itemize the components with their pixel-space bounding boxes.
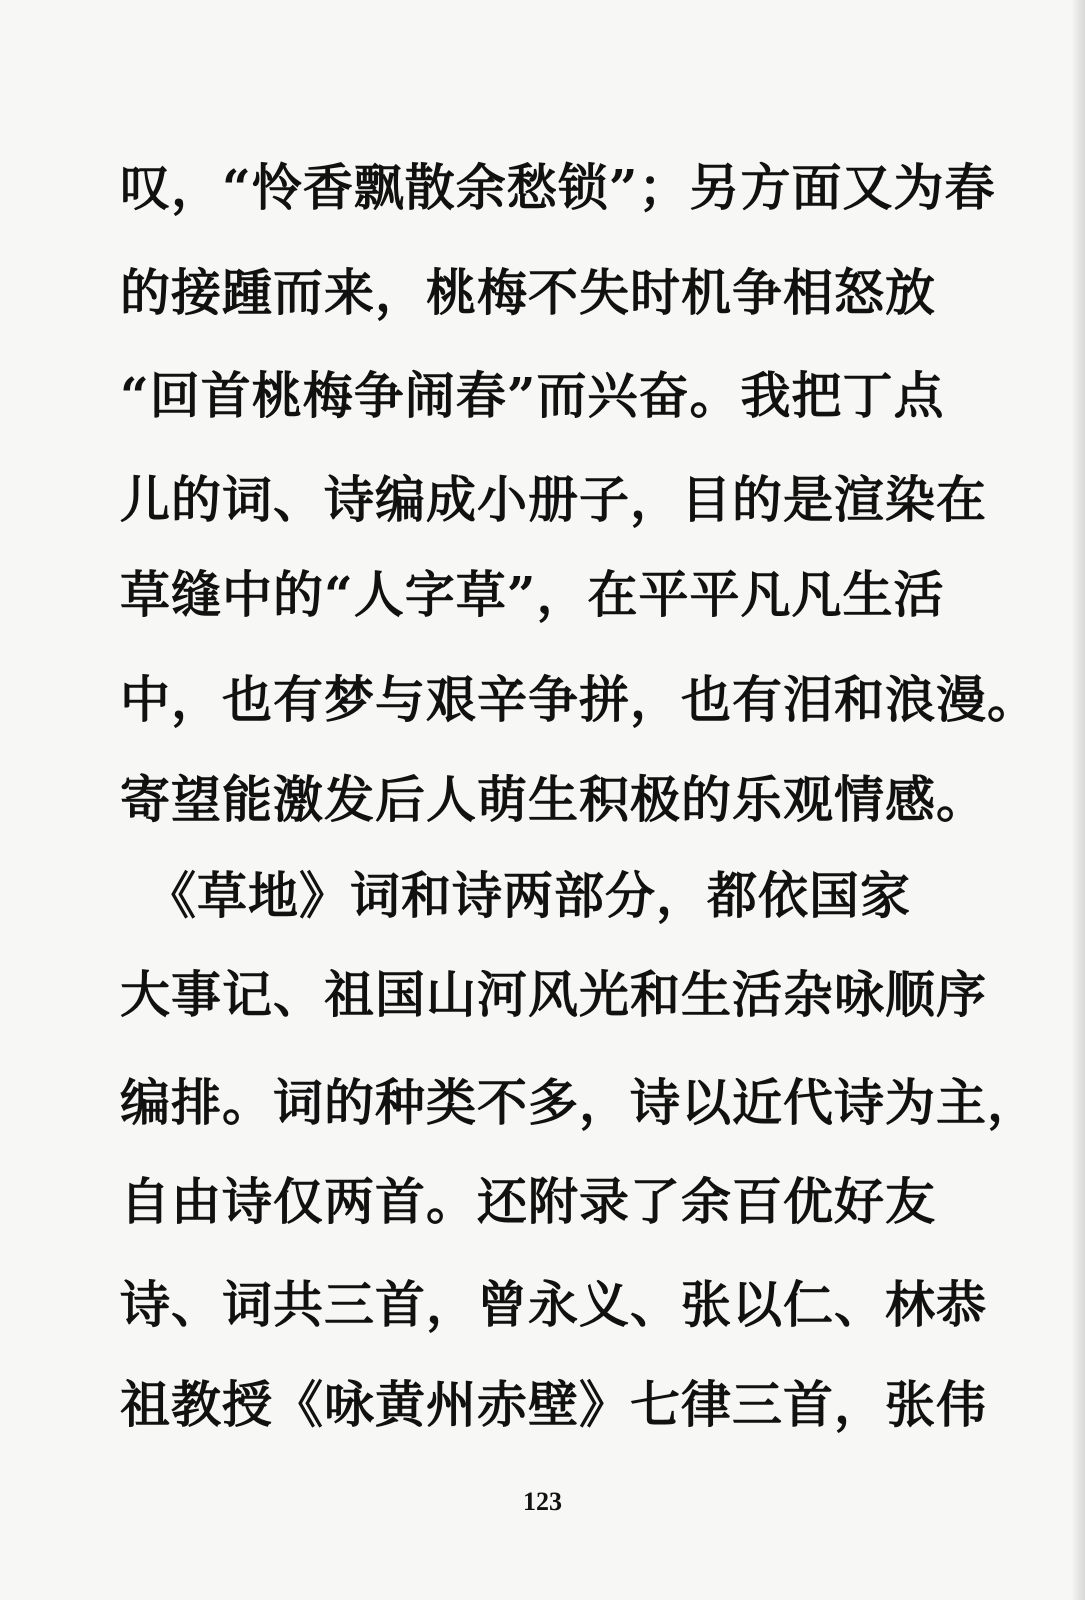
text-line: 诗、词共三首，曾永义、张以仁、林恭 bbox=[120, 1275, 987, 1334]
text-line: 自由诗仅两首。还附录了余百优好友 bbox=[120, 1172, 936, 1231]
text-line: 大事记、祖国山河风光和生活杂咏顺序 bbox=[120, 965, 987, 1024]
text-line: 儿的词、诗编成小册子，目的是渲染在 bbox=[120, 470, 987, 529]
text-line: “回首桃梅争闹春”而兴奋。我把丁点 bbox=[120, 366, 945, 425]
text-line: 编排。词的种类不多，诗以近代诗为主， bbox=[120, 1073, 1038, 1132]
text-line: 草缝中的“人字草”，在平平凡凡生活 bbox=[120, 565, 945, 624]
text-line: 寄望能激发后人萌生积极的乐观情感。 bbox=[120, 770, 987, 829]
text-line: 叹，“怜香飘散余愁锁”；另方面又为春 bbox=[120, 158, 996, 217]
page-number: 123 bbox=[523, 1487, 562, 1516]
page-edge-shadow bbox=[1071, 0, 1085, 1600]
text-line: 中，也有梦与艰辛争拼，也有泪和浪漫。 bbox=[120, 670, 1038, 729]
text-line: 的接踵而来，桃梅不失时机争相怒放 bbox=[120, 263, 936, 322]
text-line: 《草地》词和诗两部分，都依国家 bbox=[120, 866, 911, 925]
text-line: 祖教授《咏黄州赤壁》七律三首，张伟 bbox=[120, 1375, 987, 1434]
